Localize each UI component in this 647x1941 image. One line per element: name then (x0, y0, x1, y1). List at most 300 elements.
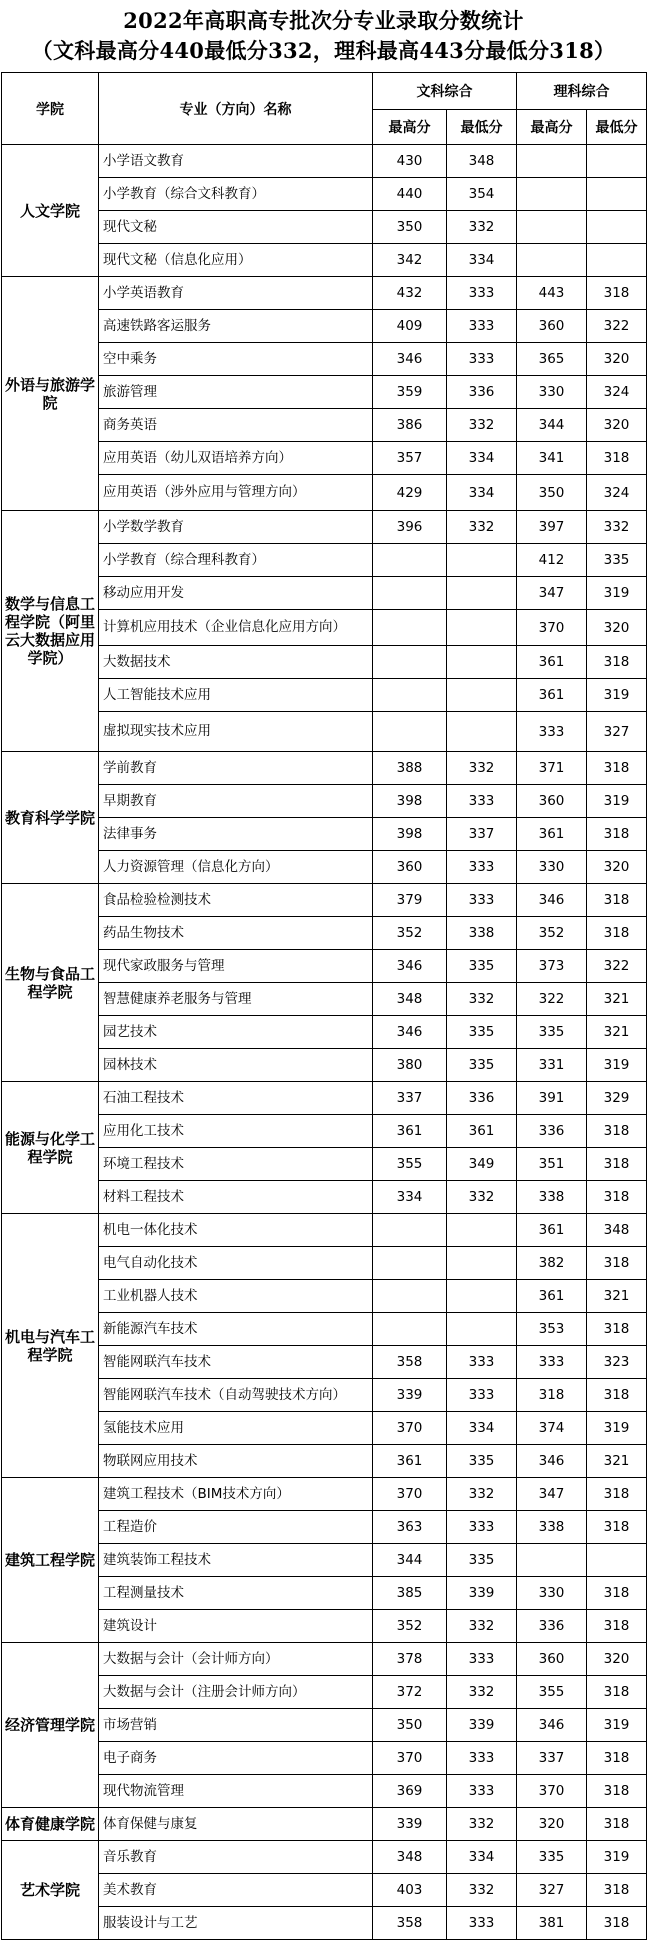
major-name: 音乐教育 (99, 1841, 373, 1874)
major-name: 空中乘务 (99, 343, 373, 376)
wen-min-score: 333 (447, 310, 517, 343)
wen-max-score: 342 (373, 244, 447, 277)
li-max-score: 352 (517, 917, 587, 950)
li-min-score (587, 211, 647, 244)
li-header: 理科综合 (517, 73, 647, 110)
wen-max-score: 361 (373, 1115, 447, 1148)
li-min-score: 318 (587, 1874, 647, 1907)
table-row (2, 1049, 647, 1082)
college-name: 数学与信息工程学院（阿里云大数据应用学院） (2, 511, 99, 752)
wen-min-score: 333 (447, 1379, 517, 1412)
li-max-score: 382 (517, 1247, 587, 1280)
wen-min-score (447, 577, 517, 610)
college-name: 教育科学学院 (2, 752, 99, 884)
wen-min-score: 334 (447, 1412, 517, 1445)
li-min-score: 320 (587, 409, 647, 442)
li-min-score: 319 (587, 679, 647, 712)
wen-min-score: 333 (447, 277, 517, 310)
wen-min-score: 332 (447, 1874, 517, 1907)
college-name: 艺术学院 (2, 1841, 99, 1940)
li-min-score (587, 145, 647, 178)
wen-max-score: 385 (373, 1577, 447, 1610)
college-name: 建筑工程学院 (2, 1478, 99, 1643)
wen-min-score: 349 (447, 1148, 517, 1181)
li-max-header: 最高分 (517, 110, 587, 145)
li-max-score: 327 (517, 1874, 587, 1907)
li-max-score: 333 (517, 712, 587, 752)
major-name: 电子商务 (99, 1742, 373, 1775)
major-name: 建筑装饰工程技术 (99, 1544, 373, 1577)
li-max-score: 361 (517, 1214, 587, 1247)
li-min-score: 318 (587, 752, 647, 785)
li-max-score: 338 (517, 1181, 587, 1214)
major-name: 法律事务 (99, 818, 373, 851)
table-row (2, 1181, 647, 1214)
li-min-score: 321 (587, 983, 647, 1016)
wen-min-score: 336 (447, 376, 517, 409)
table-row (2, 577, 647, 610)
wen-max-score: 346 (373, 343, 447, 376)
li-min-score: 320 (587, 610, 647, 646)
college-name: 外语与旅游学院 (2, 277, 99, 511)
wen-max-score (373, 1280, 447, 1313)
wen-max-score: 339 (373, 1379, 447, 1412)
wen-max-score: 398 (373, 785, 447, 818)
li-min-score: 323 (587, 1346, 647, 1379)
wen-min-score: 333 (447, 884, 517, 917)
major-name: 食品检验检测技术 (99, 884, 373, 917)
table-row (2, 1742, 647, 1775)
li-min-score: 318 (587, 1742, 647, 1775)
wen-min-score: 332 (447, 1181, 517, 1214)
major-name: 应用化工技术 (99, 1115, 373, 1148)
wen-max-score: 432 (373, 277, 447, 310)
wen-min-score: 333 (447, 1511, 517, 1544)
li-min-score: 348 (587, 1214, 647, 1247)
college-name: 经济管理学院 (2, 1643, 99, 1808)
li-max-score (517, 145, 587, 178)
table-row (2, 1841, 647, 1874)
li-max-score: 360 (517, 785, 587, 818)
li-min-score: 320 (587, 343, 647, 376)
li-min-score: 318 (587, 646, 647, 679)
major-name: 人力资源管理（信息化方向） (99, 851, 373, 884)
major-name: 物联网应用技术 (99, 1445, 373, 1478)
wen-max-score (373, 679, 447, 712)
major-name: 应用英语（幼儿双语培养方向） (99, 442, 373, 475)
major-name: 建筑设计 (99, 1610, 373, 1643)
li-min-score: 318 (587, 1148, 647, 1181)
li-min-header: 最低分 (587, 110, 647, 145)
wen-max-score: 359 (373, 376, 447, 409)
wen-max-score (373, 1214, 447, 1247)
li-max-score: 347 (517, 577, 587, 610)
wen-max-score: 346 (373, 950, 447, 983)
wen-min-score (447, 1247, 517, 1280)
li-max-score: 373 (517, 950, 587, 983)
wen-max-score: 370 (373, 1742, 447, 1775)
wen-max-score (373, 1247, 447, 1280)
wen-min-score (447, 679, 517, 712)
wen-min-score: 335 (447, 950, 517, 983)
wen-max-score (373, 544, 447, 577)
wen-min-score: 335 (447, 1049, 517, 1082)
wen-max-score: 363 (373, 1511, 447, 1544)
li-max-score: 365 (517, 343, 587, 376)
wen-max-score: 361 (373, 1445, 447, 1478)
wen-max-score: 440 (373, 178, 447, 211)
li-min-score (587, 244, 647, 277)
li-min-score: 322 (587, 950, 647, 983)
table-row (2, 1775, 647, 1808)
wen-min-score: 337 (447, 818, 517, 851)
table-row (2, 610, 647, 646)
major-name: 药品生物技术 (99, 917, 373, 950)
major-name: 商务英语 (99, 409, 373, 442)
wen-min-score: 332 (447, 1676, 517, 1709)
major-name: 石油工程技术 (99, 1082, 373, 1115)
li-min-score: 318 (587, 917, 647, 950)
li-min-score: 320 (587, 851, 647, 884)
major-name: 人工智能技术应用 (99, 679, 373, 712)
wen-min-score: 334 (447, 244, 517, 277)
li-max-score: 350 (517, 475, 587, 511)
major-name: 市场营销 (99, 1709, 373, 1742)
wen-min-score (447, 646, 517, 679)
wen-min-score: 339 (447, 1577, 517, 1610)
wen-max-score: 358 (373, 1346, 447, 1379)
wen-max-score (373, 610, 447, 646)
major-name: 氢能技术应用 (99, 1412, 373, 1445)
major-name: 工业机器人技术 (99, 1280, 373, 1313)
table-row (2, 884, 647, 917)
major-name: 现代物流管理 (99, 1775, 373, 1808)
wen-max-score: 348 (373, 983, 447, 1016)
table-row (2, 1313, 647, 1346)
wen-min-score: 332 (447, 1808, 517, 1841)
wen-max-score: 370 (373, 1412, 447, 1445)
wen-min-score: 348 (447, 145, 517, 178)
table-row (2, 752, 647, 785)
wen-min-score (447, 712, 517, 752)
table-row (2, 376, 647, 409)
li-max-score: 330 (517, 1577, 587, 1610)
major-name: 材料工程技术 (99, 1181, 373, 1214)
wen-max-score: 348 (373, 1841, 447, 1874)
li-min-score: 318 (587, 1610, 647, 1643)
major-name: 智慧健康养老服务与管理 (99, 983, 373, 1016)
wen-min-score: 333 (447, 785, 517, 818)
table-body (2, 145, 647, 1940)
page-subtitle: （文科最高分440最低分332，理科最高443分最低分318） (31, 38, 616, 63)
wen-max-score: 403 (373, 1874, 447, 1907)
college-name: 生物与食品工程学院 (2, 884, 99, 1082)
major-name: 建筑工程技术（BIM技术方向） (99, 1478, 373, 1511)
li-max-score: 320 (517, 1808, 587, 1841)
li-max-score: 374 (517, 1412, 587, 1445)
wen-max-score: 360 (373, 851, 447, 884)
li-min-score: 318 (587, 1478, 647, 1511)
wen-min-score: 333 (447, 1907, 517, 1940)
table-row (2, 1478, 647, 1511)
li-min-score: 318 (587, 1379, 647, 1412)
wen-min-score: 361 (447, 1115, 517, 1148)
wen-max-score (373, 577, 447, 610)
wen-max-score: 396 (373, 511, 447, 544)
li-min-score: 319 (587, 1709, 647, 1742)
li-max-score: 370 (517, 610, 587, 646)
table-row (2, 442, 647, 475)
table-row (2, 343, 647, 376)
major-name: 大数据技术 (99, 646, 373, 679)
li-min-score: 321 (587, 1016, 647, 1049)
major-name: 小学教育（综合理科教育） (99, 544, 373, 577)
li-min-score: 321 (587, 1445, 647, 1478)
li-min-score: 318 (587, 1115, 647, 1148)
major-name: 大数据与会计（会计师方向） (99, 1643, 373, 1676)
table-row (2, 1874, 647, 1907)
table-row (2, 244, 647, 277)
li-max-score: 336 (517, 1610, 587, 1643)
major-name: 旅游管理 (99, 376, 373, 409)
li-min-score: 318 (587, 442, 647, 475)
wen-min-score: 338 (447, 917, 517, 950)
table-row (2, 178, 647, 211)
li-max-score: 337 (517, 1742, 587, 1775)
li-max-score: 351 (517, 1148, 587, 1181)
wen-max-score: 355 (373, 1148, 447, 1181)
table-row (2, 1544, 647, 1577)
table-row (2, 983, 647, 1016)
li-max-score: 361 (517, 818, 587, 851)
wen-min-score (447, 1280, 517, 1313)
li-min-score: 318 (587, 1313, 647, 1346)
wen-max-score: 380 (373, 1049, 447, 1082)
li-min-score: 324 (587, 376, 647, 409)
table-row (2, 1610, 647, 1643)
li-max-score: 443 (517, 277, 587, 310)
table-row (2, 679, 647, 712)
li-min-score: 329 (587, 1082, 647, 1115)
li-min-score: 332 (587, 511, 647, 544)
wen-min-score: 332 (447, 983, 517, 1016)
li-max-score: 371 (517, 752, 587, 785)
li-min-score: 322 (587, 310, 647, 343)
li-min-score: 318 (587, 1676, 647, 1709)
wen-max-score: 430 (373, 145, 447, 178)
table-row (2, 1082, 647, 1115)
wen-max-score: 398 (373, 818, 447, 851)
li-max-score (517, 211, 587, 244)
wen-max-score: 334 (373, 1181, 447, 1214)
wen-max-score: 386 (373, 409, 447, 442)
wen-min-score: 336 (447, 1082, 517, 1115)
major-name: 大数据与会计（注册会计师方向） (99, 1676, 373, 1709)
wen-max-score: 352 (373, 917, 447, 950)
major-name: 电气自动化技术 (99, 1247, 373, 1280)
wen-min-score: 332 (447, 511, 517, 544)
li-max-score: 344 (517, 409, 587, 442)
major-name: 工程测量技术 (99, 1577, 373, 1610)
wen-min-score: 332 (447, 211, 517, 244)
table-row (2, 950, 647, 983)
wen-max-score: 369 (373, 1775, 447, 1808)
li-min-score: 319 (587, 1412, 647, 1445)
table-row (2, 1808, 647, 1841)
table-row (2, 1148, 647, 1181)
wen-min-score: 354 (447, 178, 517, 211)
major-name: 智能网联汽车技术 (99, 1346, 373, 1379)
li-max-score: 335 (517, 1016, 587, 1049)
li-max-score (517, 178, 587, 211)
major-name: 应用英语（涉外应用与管理方向） (99, 475, 373, 511)
li-max-score: 346 (517, 1445, 587, 1478)
li-min-score: 319 (587, 1049, 647, 1082)
major-name: 新能源汽车技术 (99, 1313, 373, 1346)
major-name: 园艺技术 (99, 1016, 373, 1049)
li-max-score: 391 (517, 1082, 587, 1115)
table-row (2, 409, 647, 442)
wen-max-score (373, 646, 447, 679)
wen-min-score: 334 (447, 1841, 517, 1874)
wen-min-score: 333 (447, 1643, 517, 1676)
li-min-score: 335 (587, 544, 647, 577)
major-name: 移动应用开发 (99, 577, 373, 610)
li-max-score: 353 (517, 1313, 587, 1346)
table-row (2, 1247, 647, 1280)
college-name: 人文学院 (2, 145, 99, 277)
wen-max-score: 350 (373, 211, 447, 244)
header-row (2, 73, 647, 110)
li-min-score: 318 (587, 1181, 647, 1214)
li-max-score: 335 (517, 1841, 587, 1874)
li-min-score: 318 (587, 1511, 647, 1544)
major-name: 现代文秘（信息化应用） (99, 244, 373, 277)
major-name: 小学英语教育 (99, 277, 373, 310)
wen-min-header: 最低分 (447, 110, 517, 145)
wen-max-score: 350 (373, 1709, 447, 1742)
major-name: 小学教育（综合文科教育） (99, 178, 373, 211)
major-name: 美术教育 (99, 1874, 373, 1907)
score-table (1, 72, 647, 1940)
table-row (2, 1214, 647, 1247)
wen-max-score: 372 (373, 1676, 447, 1709)
li-min-score: 318 (587, 277, 647, 310)
table-row (2, 1643, 647, 1676)
li-max-score: 330 (517, 376, 587, 409)
wen-min-score: 333 (447, 1742, 517, 1775)
wen-min-score (447, 610, 517, 646)
table-row (2, 511, 647, 544)
major-name: 环境工程技术 (99, 1148, 373, 1181)
major-name: 高速铁路客运服务 (99, 310, 373, 343)
major-name: 园林技术 (99, 1049, 373, 1082)
li-max-score: 333 (517, 1346, 587, 1379)
li-min-score: 319 (587, 577, 647, 610)
li-max-score: 370 (517, 1775, 587, 1808)
wen-min-score: 333 (447, 343, 517, 376)
li-min-score: 319 (587, 785, 647, 818)
major-name: 现代家政服务与管理 (99, 950, 373, 983)
college-name: 体育健康学院 (2, 1808, 99, 1841)
li-max-score: 361 (517, 679, 587, 712)
major-name: 早期教育 (99, 785, 373, 818)
li-max-score: 381 (517, 1907, 587, 1940)
wen-min-score: 333 (447, 1775, 517, 1808)
li-min-score: 320 (587, 1643, 647, 1676)
major-name: 学前教育 (99, 752, 373, 785)
table-row (2, 211, 647, 244)
wen-min-score: 339 (447, 1709, 517, 1742)
li-min-score: 318 (587, 884, 647, 917)
wen-min-score: 334 (447, 442, 517, 475)
college-header: 学院 (2, 73, 99, 145)
li-min-score: 319 (587, 1841, 647, 1874)
li-max-score: 322 (517, 983, 587, 1016)
wen-max-score: 379 (373, 884, 447, 917)
table-row (2, 1709, 647, 1742)
wen-max-score: 357 (373, 442, 447, 475)
wen-max-score (373, 712, 447, 752)
table-row (2, 851, 647, 884)
li-min-score: 327 (587, 712, 647, 752)
li-max-score: 397 (517, 511, 587, 544)
major-name: 计算机应用技术（企业信息化应用方向） (99, 610, 373, 646)
table-row (2, 712, 647, 752)
li-max-score: 331 (517, 1049, 587, 1082)
table-row (2, 1511, 647, 1544)
major-name: 小学数学教育 (99, 511, 373, 544)
li-min-score: 318 (587, 1577, 647, 1610)
wen-max-score: 358 (373, 1907, 447, 1940)
li-max-score: 412 (517, 544, 587, 577)
major-name: 虚拟现实技术应用 (99, 712, 373, 752)
major-name: 机电一体化技术 (99, 1214, 373, 1247)
major-name: 服装设计与工艺 (99, 1907, 373, 1940)
li-max-score: 338 (517, 1511, 587, 1544)
table-row (2, 145, 647, 178)
wen-header: 文科综合 (373, 73, 517, 110)
li-max-score (517, 1544, 587, 1577)
table-row (2, 1676, 647, 1709)
li-max-score: 360 (517, 1643, 587, 1676)
li-max-score: 361 (517, 646, 587, 679)
wen-max-score: 337 (373, 1082, 447, 1115)
table-row (2, 818, 647, 851)
table-row (2, 1016, 647, 1049)
li-max-score: 361 (517, 1280, 587, 1313)
major-header: 专业（方向）名称 (99, 73, 373, 145)
wen-min-score: 335 (447, 1445, 517, 1478)
table-row (2, 544, 647, 577)
table-row (2, 1379, 647, 1412)
li-min-score: 318 (587, 1808, 647, 1841)
wen-max-score: 388 (373, 752, 447, 785)
wen-min-score: 335 (447, 1016, 517, 1049)
wen-min-score (447, 544, 517, 577)
wen-min-score: 333 (447, 1346, 517, 1379)
wen-max-score: 370 (373, 1478, 447, 1511)
table-row (2, 785, 647, 818)
major-name: 小学语文教育 (99, 145, 373, 178)
li-max-score: 341 (517, 442, 587, 475)
li-max-score: 346 (517, 1709, 587, 1742)
wen-min-score: 333 (447, 851, 517, 884)
li-max-score (517, 244, 587, 277)
wen-min-score (447, 1214, 517, 1247)
table-row (2, 1445, 647, 1478)
li-max-score: 330 (517, 851, 587, 884)
